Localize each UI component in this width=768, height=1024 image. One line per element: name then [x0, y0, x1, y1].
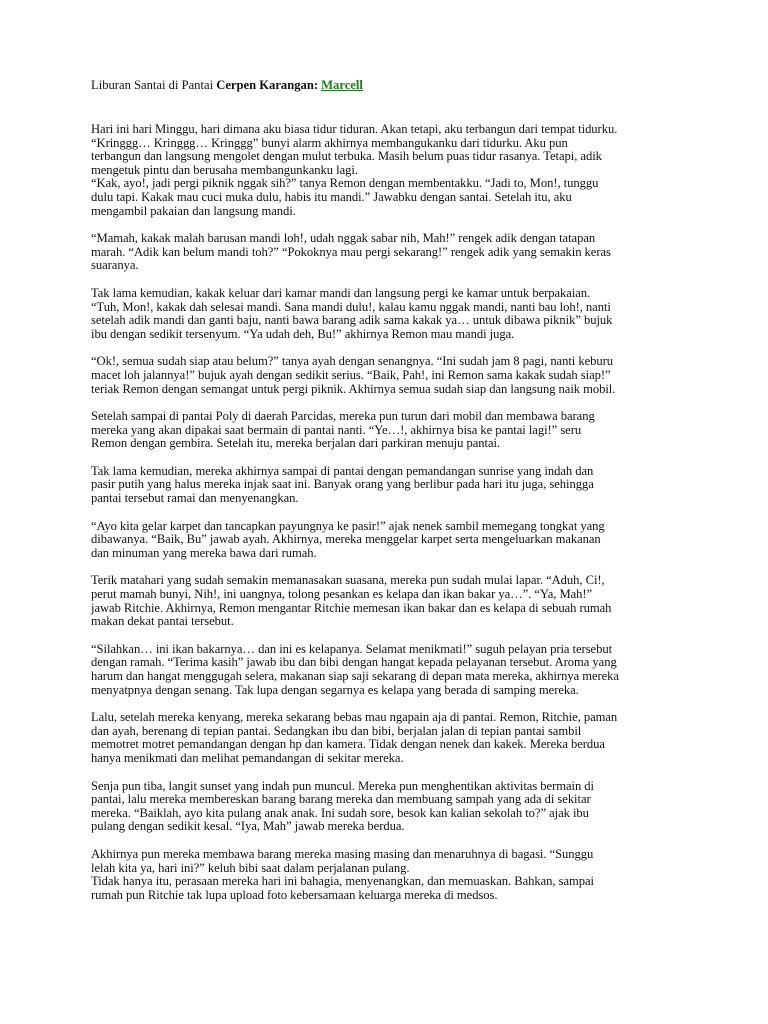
story-paragraph — [91, 574, 688, 628]
paragraph-line: Terik matahari yang sudah semakin memanasakan suasana, mereka pun sudah mulai lapar. “Aduh, Ci!, — [91, 573, 605, 588]
paragraph-line: “Kringgg… Kringgg… Kringgg” bunyi alarm akhirnya membangukanku dari tidurku. Aku pun — [91, 135, 568, 150]
paragraph-line: mengetuk pintu dan berusaha membangunkanku lagi. — [91, 162, 358, 177]
paragraph-line: jawab Ritchie. Akhirnya, Remon mengantar Ritchie memesan ikan bakar dan es kelapa di sebuah rumah — [91, 600, 612, 615]
story-paragraph — [91, 520, 688, 561]
paragraph-line: Tak lama kemudian, kakak keluar dari kamar mandi dan langsung pergi ke kamar untuk berpakaian. — [91, 285, 591, 300]
story-body — [91, 123, 688, 902]
paragraph-line: dulu tapi. Kakak mau cuci muka dulu, habis itu mandi.” Jawabku dengan santai. Setelah itu, aku — [91, 189, 572, 204]
paragraph-line: “Tuh, Mon!, kakak dah selesai mandi. Sana mandi dulu!, kalau kamu nggak mandi, nanti bau loh!, nanti — [91, 299, 611, 314]
paragraph-line: memotret motret pemandangan dengan hp dan kamera. Tidak dengan nenek dan kakek. Mereka berdua — [91, 737, 605, 752]
paragraph-line: pulang dengan sedikit kesal. “Iya, Mah” jawab mereka berdua. — [91, 819, 405, 834]
paragraph-line: Hari ini hari Minggu, hari dimana aku biasa tidur tiduran. Akan tetapi, aku terbangun dari tempat tidurku. — [91, 122, 618, 136]
paragraph-line: “Ayo kita gelar karpet dan tancapkan payungnya ke pasir!” ajak nenek sambil memegang tongkat yang — [91, 518, 605, 533]
paragraph-line: “Silahkan… ini ikan bakarnya… dan ini es kelapanya. Selamat menikmati!” suguh pelayan pria tersebut — [91, 641, 613, 656]
paragraph-line: Setelah sampai di pantai Poly di daerah Parcidas, mereka pun turun dari mobil dan membawa barang — [91, 409, 595, 424]
paragraph-line: Tidak hanya itu, perasaan mereka hari ini bahagia, menyenangkan, dan memuaskan. Bahkan, sampai — [91, 874, 594, 889]
paragraph-line: pantai tersebut ramai dan menyenangkan. — [91, 491, 299, 506]
paragraph-line: perut mamah bunyi, Nih!, ini uangnya, tolong pesankan es kelapa dan ikan bakar ya…”. “Ya, Mah!” — [91, 587, 593, 602]
story-title: Liburan Santai di Pantai — [91, 78, 217, 92]
story-paragraph — [91, 848, 688, 902]
paragraph-line: suaranya. — [91, 258, 139, 273]
paragraph-line: mereka. “Baiklah, ayo kita pulang anak anak. Ini sudah sore, besok kan kalian sekolah to?” ajak ibu — [91, 805, 589, 820]
paragraph-line: “Kak, ayo!, jadi pergi piknik nggak sih?” tanya Remon dengan membentakku. “Jadi to, Mon!, tunggu — [91, 176, 599, 191]
story-paragraph — [91, 355, 688, 396]
paragraph-line: dan ayah, berenang di tepian pantai. Sedangkan ibu dan bibi, berjalan jalan di tepian pantai sambil — [91, 723, 582, 738]
paragraph-line: terbangun dan langsung mengolet dengan mulut terbuka. Masih belum puas tidur rasanya. Tetapi, adik — [91, 149, 602, 164]
paragraph-line: dibawanya. “Baik, Bu” jawab ayah. Akhirnya, mereka menggelar karpet serta mengeluarkan makanan — [91, 532, 601, 547]
paragraph-line: macet loh jalannya!” bujuk ayah dengan sedikit serius. “Baik, Pah!, ini Remon sama kakak sudah siap!” — [91, 367, 611, 382]
paragraph-line: mereka yang akan dipakai saat bermain di pantai nanti. “Ye…!, akhirnya bisa ke pantai lagi!” seru — [91, 422, 582, 437]
author-label: Cerpen Karangan: — [216, 78, 322, 92]
paragraph-line: Remon dengan gembira. Setelah itu, mereka berjalan dari parkiran menuju pantai. — [91, 436, 501, 451]
paragraph-line: mengambil pakaian dan langsung mandi. — [91, 203, 296, 218]
paragraph-line: Tak lama kemudian, mereka akhirnya sampai di pantai dengan pemandangan sunrise yang indah dan — [91, 463, 594, 478]
paragraph-line: “Mamah, kakak malah barusan mandi loh!, udah nggak sabar nih, Mah!” rengek adik dengan tatapan — [91, 231, 596, 246]
paragraph-line: Lalu, setelah mereka kenyang, mereka sekarang bebas mau ngapain aja di pantai. Remon, Ritchie, paman — [91, 710, 618, 725]
story-paragraph — [91, 287, 688, 341]
story-paragraph — [91, 232, 688, 273]
paragraph-line: harum dan hangat menggugah selera, makanan siap saji sekarang di depan mata mereka, akhirnya mereka — [91, 669, 619, 683]
story-paragraph — [91, 123, 688, 218]
paragraph-line: lelah kita ya, hari ini?” keluh bibi saat dalam perjalanan pulang. — [91, 860, 410, 875]
story-paragraph — [91, 780, 688, 834]
paragraph-line: pasir putih yang halus mereka injak saat ini. Banyak orang yang berlibur pada hari itu juga, sehingga — [91, 477, 594, 492]
paragraph-line: makan dekat pantai tersebut. — [91, 614, 234, 629]
story-title-line — [91, 78, 688, 93]
paragraph-line: Akhirnya pun mereka membawa barang mereka masing masing dan menaruhnya di bagasi. “Sunggu — [91, 846, 594, 861]
paragraph-line: marah. “Adik kan belum mandi toh?” “Pokoknya mau pergi sekarang!” rengek adik yang semakin keras — [91, 244, 611, 259]
paragraph-line: dengan ramah. “Terima kasih” jawab ibu dan bibi dengan hangat kepada pelayanan tersebut. Aroma yang — [91, 655, 617, 670]
paragraph-line: Senja pun tiba, langit sunset yang indah pun muncul. Mereka pun menghentikan aktivitas bermain di — [91, 778, 594, 793]
author-link[interactable]: Marcell — [321, 78, 363, 92]
story-paragraph — [91, 711, 688, 765]
paragraph-line: teriak Remon dengan semangat untuk pergi piknik. Akhirnya semua sudah siap dan langsung naik mobil. — [91, 381, 616, 396]
paragraph-line: “Ok!, semua sudah siap atau belum?” tanya ayah dengan senangnya. “Ini sudah jam 8 pagi, nanti keburu — [91, 354, 614, 369]
paragraph-line: setelah adik mandi dan ganti baju, nanti bawa barang adik sama kakak ya… untuk dibawa piknik” bujuk — [91, 313, 613, 328]
paragraph-line: ibu dengan sedikit tersenyum. “Ya udah deh, Bu!” akhirnya Remon mau mandi juga. — [91, 326, 515, 341]
paragraph-line: dan minuman yang mereka bawa dari rumah. — [91, 545, 317, 560]
paragraph-line: hanya menikmati dan melihat pemandangan di sekitar mereka. — [91, 750, 404, 765]
paragraph-line: menyatpnya dengan senang. Tak lupa dengan segarnya es kelapa yang berada di samping mereka. — [91, 682, 579, 697]
story-paragraph — [91, 465, 688, 506]
paragraph-line: rumah pun Ritchie tak lupa upload foto kebersamaan keluarga mereka di medsos. — [91, 887, 498, 902]
paragraph-line: pantai, lalu mereka membereskan barang barang mereka dan membuang sampah yang ada di sekitar — [91, 792, 591, 807]
story-paragraph — [91, 410, 688, 451]
story-paragraph — [91, 643, 688, 697]
